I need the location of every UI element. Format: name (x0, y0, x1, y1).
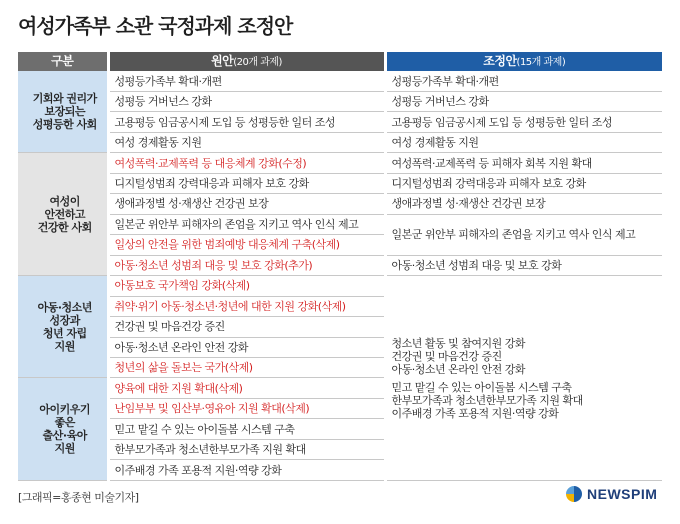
category-label: 좋은 (54, 416, 75, 430)
adjusted-item: 디지털성범죄 강력대응과 피해자 보호 강화 (385, 173, 662, 193)
table-row (18, 71, 662, 91)
category-cell (18, 71, 108, 152)
table-row (18, 214, 662, 234)
category-label: 안전하고 (44, 207, 85, 221)
original-item: 이주배경 가족 포용적 지원·역량 강화 (108, 460, 385, 481)
category-label: 아동·청소년 (37, 300, 92, 314)
original-item-changed: 아동보호 국가책임 강화(삭제) (108, 276, 385, 296)
header-original-label: 원안 (211, 53, 234, 68)
adjusted-item: 여성 경제활동 지원 (385, 132, 662, 152)
adjusted-item: 아동·청소년 온라인 안전 강화 (391, 362, 525, 376)
original-item: 여성 경제활동 지원 (108, 132, 385, 152)
table-row (18, 132, 662, 152)
category-label: 아이키우기 (39, 403, 91, 417)
table-row (18, 255, 662, 275)
original-item-changed: 난임부부 및 임산부·영유아 지원 확대(삭제) (108, 398, 385, 418)
header-adjusted (385, 52, 662, 71)
header-adjusted-label: 조정안 (483, 53, 517, 68)
header-category: 구분 (18, 52, 108, 71)
original-item-changed: 여성폭력·교제폭력 등 대응체계 강화(수정) (108, 153, 385, 173)
category-label: 출산·육아 (42, 429, 87, 443)
newspim-logo-icon (566, 486, 582, 502)
original-item-changed: 양육에 대한 지원 확대(삭제) (108, 378, 385, 398)
original-item: 아동·청소년 온라인 안전 강화 (108, 337, 385, 357)
original-item: 고용평등 임금공시제 도입 등 성평등한 일터 조성 (108, 112, 385, 132)
policy-table (18, 52, 662, 481)
category-cell (18, 378, 108, 481)
table-header-row (18, 52, 662, 71)
category-label: 성장과 (49, 313, 80, 327)
adjusted-item: 일본군 위안부 피해자의 존엄을 지키고 역사 인식 제고 (385, 214, 662, 255)
category-label: 보장되는 (44, 105, 85, 119)
table-row (18, 91, 662, 111)
header-original-sub: (20개 과제) (233, 56, 282, 68)
original-item: 일본군 위안부 피해자의 존엄을 지키고 역사 인식 제고 (108, 214, 385, 234)
original-item-changed: 취약·위기 아동·청소년·청년에 대한 지원 강화(삭제) (108, 296, 385, 316)
category-label: 지원 (54, 442, 75, 456)
category-label: 건강한 사회 (37, 220, 92, 234)
graphic-credit: [그래픽=홍종현 미술기자] (18, 491, 139, 504)
table-row (18, 194, 662, 214)
original-item: 믿고 맡길 수 있는 아이돌봄 시스템 구축 (108, 419, 385, 439)
adjusted-item: 한부모가족과 청소년한부모가족 지원 확대 (391, 393, 583, 407)
page-title: 여성가족부 소관 국정과제 조정안 (18, 14, 293, 38)
category-cell (18, 276, 108, 378)
category-label: 여성이 (49, 194, 80, 208)
table-row (18, 153, 662, 173)
original-item-changed: 아동·청소년 성범죄 대응 및 보호 강화(추가) (108, 255, 385, 275)
original-item: 성평등 거버넌스 강화 (108, 91, 385, 111)
adjusted-item: 믿고 맡길 수 있는 아이돌봄 시스템 구축 (391, 380, 572, 394)
adjusted-item: 생애과정별 성·재생산 건강권 보장 (385, 194, 662, 214)
adjusted-item: 아동·청소년 성범죄 대응 및 보호 강화 (385, 255, 662, 275)
table-row (18, 276, 662, 296)
table-row (18, 112, 662, 132)
original-item: 생애과정별 성·재생산 건강권 보장 (108, 194, 385, 214)
adjusted-item: 성평등 거버넌스 강화 (385, 91, 662, 111)
table-row (18, 173, 662, 193)
header-adjusted-sub: (15개 과제) (516, 56, 566, 68)
adjusted-item: 건강권 및 마음건강 증진 (391, 349, 502, 363)
adjusted-item: 이주배경 가족 포용적 지원·역량 강화 (391, 406, 559, 420)
adjusted-item: 여성폭력·교제폭력 등 피해자 회복 지원 확대 (385, 153, 662, 173)
adjusted-item: 청소년 활동 및 참여지원 강화 (391, 336, 525, 350)
adjusted-item: 고용평등 임금공시제 도입 등 성평등한 일터 조성 (385, 112, 662, 132)
adjusted-item: 성평등가족부 확대·개편 (385, 71, 662, 91)
category-label: 성평등한 사회 (32, 118, 97, 132)
original-item: 한부모가족과 청소년한부모가족 지원 확대 (108, 439, 385, 459)
category-label: 기회와 권리가 (32, 92, 97, 106)
original-item-changed: 일상의 안전을 위한 범죄예방 대응체계 구축(삭제) (108, 235, 385, 255)
adjusted-merged-cell (385, 276, 662, 481)
header-original (108, 52, 385, 71)
category-cell (18, 153, 108, 276)
category-label: 지원 (54, 339, 75, 353)
original-item: 성평등가족부 확대·개편 (108, 71, 385, 91)
category-label: 청년 자립 (42, 326, 87, 340)
logo-text: NEWSPIM (587, 486, 658, 502)
newspim-logo (566, 486, 657, 502)
original-item: 건강권 및 마음건강 증진 (108, 317, 385, 337)
original-item-changed: 청년의 삶을 돌보는 국가(삭제) (108, 358, 385, 378)
original-item: 디지털성범죄 강력대응과 피해자 보호 강화 (108, 173, 385, 193)
